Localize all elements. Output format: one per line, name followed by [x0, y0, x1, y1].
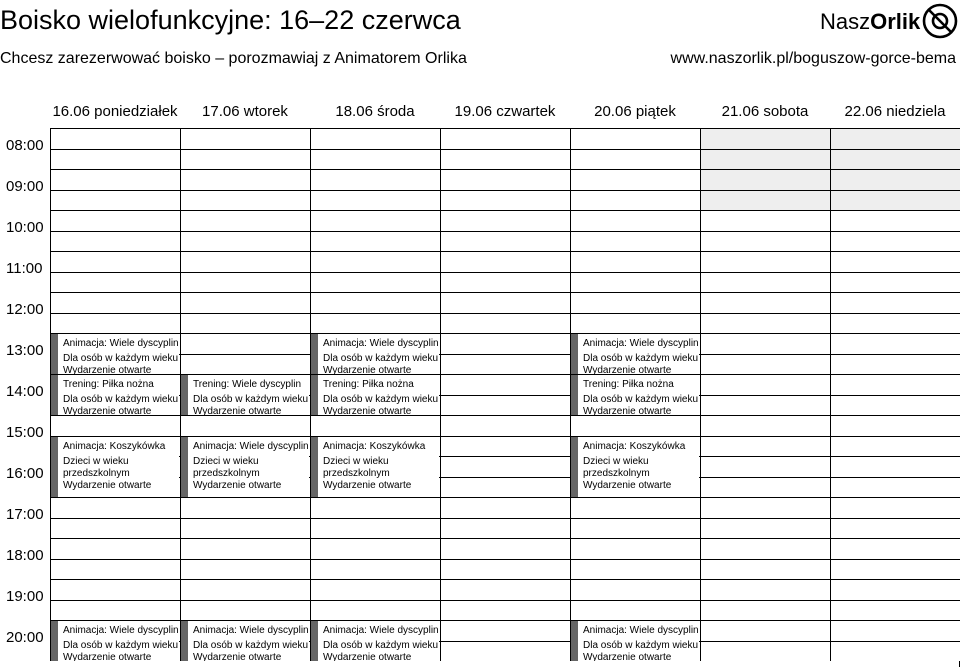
time-slot-cell[interactable] — [570, 313, 700, 334]
time-slot-cell[interactable] — [700, 538, 830, 559]
time-slot-cell[interactable] — [440, 374, 570, 395]
event-detail: Wydarzenie otwarte — [63, 652, 152, 661]
time-slot-cell[interactable] — [830, 477, 960, 498]
time-slot-cell[interactable] — [700, 354, 830, 375]
time-slot-cell[interactable] — [180, 579, 310, 600]
event-color-bar — [51, 375, 58, 415]
time-slot-cell[interactable] — [180, 169, 310, 190]
event-detail: Dla osób w każdym wieku — [323, 640, 439, 651]
time-slot-cell[interactable] — [830, 620, 960, 641]
time-slot-cell[interactable] — [830, 579, 960, 600]
day-header: 19.06 czwartek — [454, 103, 556, 120]
event-detail: Dla osób w każdym wieku — [583, 394, 699, 405]
day-header: 22.06 niedziela — [844, 103, 946, 120]
time-slot-cell[interactable] — [310, 169, 440, 190]
time-slot-cell[interactable] — [570, 600, 700, 621]
event-color-bar — [571, 437, 578, 498]
event-block[interactable] — [571, 375, 699, 415]
time-label: 18:00 — [6, 547, 44, 564]
time-label: 14:00 — [6, 383, 44, 400]
event-color-bar — [181, 375, 188, 415]
time-label: 19:00 — [6, 588, 44, 605]
time-slot-cell[interactable] — [830, 313, 960, 334]
time-slot-cell[interactable] — [700, 497, 830, 518]
event-title: Animacja: Wiele dyscyplin — [193, 440, 309, 452]
time-slot-cell[interactable] — [700, 641, 830, 662]
time-slot-cell[interactable] — [570, 128, 700, 149]
day-header: 21.06 sobota — [721, 103, 809, 120]
event-color-bar — [311, 621, 318, 661]
day-header: 20.06 piątek — [594, 103, 676, 120]
event-title: Animacja: Wiele dyscyplin — [323, 338, 439, 349]
time-slot-cell[interactable] — [180, 272, 310, 293]
event-block[interactable] — [181, 621, 309, 661]
time-slot-cell[interactable] — [180, 559, 310, 580]
event-detail: Wydarzenie otwarte — [63, 479, 152, 491]
time-slot-cell[interactable] — [180, 210, 310, 231]
time-slot-cell[interactable] — [180, 333, 310, 354]
time-slot-cell[interactable] — [50, 600, 180, 621]
time-slot-cell[interactable] — [310, 415, 440, 436]
time-slot-cell[interactable] — [700, 149, 830, 170]
event-title: Trening: Piłka nożna — [583, 379, 674, 390]
event-color-bar — [311, 437, 318, 498]
website-url[interactable]: www.naszorlik.pl/boguszow-gorce-bema — [670, 50, 956, 67]
event-title: Animacja: Wiele dyscyplin — [323, 625, 439, 636]
event-detail: Dzieci w wieku — [63, 455, 129, 467]
page-title: Boisko wielofunkcyjne: 16–22 czerwca — [0, 5, 461, 35]
event-color-bar — [571, 334, 578, 374]
time-slot-cell[interactable] — [440, 497, 570, 518]
event-block[interactable] — [571, 437, 699, 498]
event-detail: Dla osób w każdym wieku — [323, 394, 439, 405]
time-slot-cell[interactable] — [570, 251, 700, 272]
time-slot-cell[interactable] — [310, 497, 440, 518]
time-slot-cell[interactable] — [310, 579, 440, 600]
time-slot-cell[interactable] — [180, 415, 310, 436]
time-label: 10:00 — [6, 219, 44, 236]
event-detail: przedszkolnym — [63, 467, 130, 479]
orlik-logo-icon — [922, 3, 958, 39]
time-slot-cell[interactable] — [310, 559, 440, 580]
time-slot-cell[interactable] — [50, 190, 180, 211]
time-slot-cell[interactable] — [310, 231, 440, 252]
event-title: Trening: Wiele dyscyplin — [193, 379, 302, 390]
time-slot-cell[interactable] — [700, 292, 830, 313]
time-label: 20:00 — [6, 629, 44, 646]
event-detail: Wydarzenie otwarte — [63, 365, 152, 374]
time-slot-cell[interactable] — [440, 559, 570, 580]
event-title: Animacja: Koszykówka — [323, 440, 426, 452]
event-color-bar — [311, 334, 318, 374]
time-slot-cell[interactable] — [830, 497, 960, 518]
time-label: 12:00 — [6, 301, 44, 318]
time-slot-cell[interactable] — [700, 456, 830, 477]
time-slot-cell[interactable] — [830, 272, 960, 293]
event-color-bar — [181, 621, 188, 661]
time-slot-cell[interactable] — [700, 579, 830, 600]
event-detail: Dla osób w każdym wieku — [63, 394, 179, 405]
time-slot-cell[interactable] — [830, 415, 960, 436]
event-title: Animacja: Koszykówka — [63, 440, 166, 452]
event-detail: przedszkolnym — [193, 467, 260, 479]
event-title: Animacja: Wiele dyscyplin — [583, 338, 699, 349]
time-slot-cell[interactable] — [700, 374, 830, 395]
time-slot-cell[interactable] — [440, 518, 570, 539]
event-detail: Dla osób w każdym wieku — [583, 640, 699, 651]
event-block[interactable] — [311, 334, 439, 374]
time-slot-cell[interactable] — [50, 231, 180, 252]
time-slot-cell[interactable] — [310, 210, 440, 231]
time-slot-cell[interactable] — [830, 190, 960, 211]
time-slot-cell[interactable] — [830, 149, 960, 170]
time-slot-cell[interactable] — [830, 641, 960, 662]
time-label: 08:00 — [6, 137, 44, 154]
event-title: Animacja: Wiele dyscyplin — [63, 625, 179, 636]
time-slot-cell[interactable] — [700, 518, 830, 539]
time-slot-cell[interactable] — [700, 395, 830, 416]
time-slot-cell[interactable] — [570, 559, 700, 580]
event-detail: Wydarzenie otwarte — [583, 406, 672, 415]
time-slot-cell[interactable] — [180, 231, 310, 252]
time-label: 09:00 — [6, 178, 44, 195]
event-color-bar — [181, 437, 188, 498]
time-slot-cell[interactable] — [180, 128, 310, 149]
time-slot-cell[interactable] — [830, 456, 960, 477]
schedule-grid — [50, 128, 960, 667]
time-slot-cell[interactable] — [50, 272, 180, 293]
time-slot-cell[interactable] — [440, 333, 570, 354]
event-detail: Wydarzenie otwarte — [323, 479, 412, 491]
time-slot-cell[interactable] — [830, 333, 960, 354]
time-slot-cell[interactable] — [440, 620, 570, 641]
time-slot-cell[interactable] — [180, 518, 310, 539]
time-slot-cell[interactable] — [570, 497, 700, 518]
time-slot-cell[interactable] — [180, 538, 310, 559]
time-slot-cell[interactable] — [830, 436, 960, 457]
event-detail: przedszkolnym — [583, 467, 650, 479]
time-slot-cell[interactable] — [830, 559, 960, 580]
time-slot-cell[interactable] — [440, 395, 570, 416]
time-slot-cell[interactable] — [830, 128, 960, 149]
time-slot-cell[interactable] — [440, 600, 570, 621]
day-header: 16.06 poniedziałek — [52, 103, 178, 120]
time-slot-cell[interactable] — [50, 497, 180, 518]
time-slot-cell[interactable] — [830, 292, 960, 313]
event-color-bar — [571, 621, 578, 661]
time-slot-cell[interactable] — [310, 149, 440, 170]
time-slot-cell[interactable] — [180, 190, 310, 211]
event-detail: Dla osób w każdym wieku — [193, 640, 309, 651]
event-block[interactable] — [51, 334, 179, 374]
time-slot-cell[interactable] — [700, 620, 830, 641]
time-slot-cell[interactable] — [440, 579, 570, 600]
event-block[interactable] — [181, 437, 309, 498]
time-slot-cell[interactable] — [50, 251, 180, 272]
time-slot-cell[interactable] — [570, 169, 700, 190]
event-color-bar — [51, 334, 58, 374]
time-slot-cell[interactable] — [570, 231, 700, 252]
time-slot-cell[interactable] — [830, 354, 960, 375]
time-slot-cell[interactable] — [830, 169, 960, 190]
time-slot-cell[interactable] — [440, 436, 570, 457]
time-label: 17:00 — [6, 506, 44, 523]
time-slot-cell[interactable] — [570, 518, 700, 539]
time-slot-cell[interactable] — [180, 497, 310, 518]
time-slot-cell[interactable] — [180, 313, 310, 334]
event-block[interactable] — [311, 621, 439, 661]
event-title: Animacja: Wiele dyscyplin — [193, 625, 309, 636]
nasz-orlik-logo — [820, 3, 960, 41]
time-slot-cell[interactable] — [180, 149, 310, 170]
time-slot-cell[interactable] — [700, 415, 830, 436]
time-slot-cell[interactable] — [570, 272, 700, 293]
time-slot-cell[interactable] — [440, 190, 570, 211]
time-slot-cell[interactable] — [440, 251, 570, 272]
day-header: 17.06 wtorek — [202, 103, 288, 120]
time-label: 15:00 — [6, 424, 44, 441]
event-title: Animacja: Koszykówka — [583, 440, 686, 452]
event-color-bar — [311, 375, 318, 415]
time-slot-cell[interactable] — [50, 538, 180, 559]
time-slot-cell[interactable] — [700, 477, 830, 498]
event-detail: Dzieci w wieku — [323, 455, 389, 467]
event-block[interactable] — [311, 375, 439, 415]
time-slot-cell[interactable] — [440, 415, 570, 436]
time-slot-cell[interactable] — [830, 251, 960, 272]
time-slot-cell[interactable] — [310, 600, 440, 621]
time-slot-cell[interactable] — [700, 231, 830, 252]
event-title: Trening: Piłka nożna — [63, 379, 154, 390]
event-block[interactable] — [571, 334, 699, 374]
time-slot-cell[interactable] — [830, 538, 960, 559]
time-slot-cell[interactable] — [310, 190, 440, 211]
time-slot-cell[interactable] — [50, 210, 180, 231]
time-slot-cell[interactable] — [50, 518, 180, 539]
time-slot-cell[interactable] — [50, 169, 180, 190]
time-slot-cell[interactable] — [830, 518, 960, 539]
time-slot-cell[interactable] — [50, 149, 180, 170]
time-slot-cell[interactable] — [570, 210, 700, 231]
time-slot-cell[interactable] — [310, 272, 440, 293]
time-slot-cell[interactable] — [700, 272, 830, 293]
reservation-subtitle: Chcesz zarezerwować boisko – porozmawiaj z Animatorem Orlika — [0, 50, 467, 67]
time-slot-cell[interactable] — [570, 579, 700, 600]
time-slot-cell[interactable] — [50, 415, 180, 436]
event-detail: Wydarzenie otwarte — [583, 652, 672, 661]
time-slot-cell[interactable] — [700, 600, 830, 621]
event-block[interactable] — [571, 621, 699, 661]
time-slot-cell[interactable] — [310, 251, 440, 272]
time-slot-cell[interactable] — [440, 272, 570, 293]
time-slot-cell[interactable] — [700, 313, 830, 334]
event-block[interactable] — [181, 375, 309, 415]
time-label: 13:00 — [6, 342, 44, 359]
event-detail: Dla osób w każdym wieku — [63, 640, 179, 651]
time-slot-cell[interactable] — [830, 395, 960, 416]
time-slot-cell[interactable] — [180, 292, 310, 313]
event-detail: Wydarzenie otwarte — [323, 365, 412, 374]
logo-text-orlik: Orlik — [870, 9, 921, 34]
time-slot-cell[interactable] — [440, 128, 570, 149]
event-detail: Dla osób w każdym wieku — [63, 353, 179, 364]
event-color-bar — [51, 437, 58, 498]
event-detail: Dzieci w wieku — [583, 455, 649, 467]
time-slot-cell[interactable] — [830, 600, 960, 621]
time-label: 11:00 — [6, 260, 43, 277]
event-color-bar — [51, 621, 58, 661]
event-detail: Wydarzenie otwarte — [583, 479, 672, 491]
event-detail: Dla osób w każdym wieku — [583, 353, 699, 364]
time-slot-cell[interactable] — [700, 169, 830, 190]
event-detail: Dla osób w każdym wieku — [193, 394, 309, 405]
event-detail: Wydarzenie otwarte — [63, 406, 152, 415]
time-slot-cell[interactable] — [700, 210, 830, 231]
event-detail: przedszkolnym — [323, 467, 390, 479]
event-detail: Wydarzenie otwarte — [323, 652, 412, 661]
event-detail: Wydarzenie otwarte — [193, 652, 282, 661]
time-slot-cell[interactable] — [440, 210, 570, 231]
event-block[interactable] — [311, 437, 439, 498]
time-slot-cell[interactable] — [440, 169, 570, 190]
time-slot-cell[interactable] — [570, 415, 700, 436]
time-slot-cell[interactable] — [50, 313, 180, 334]
event-detail: Wydarzenie otwarte — [193, 479, 282, 491]
event-block[interactable] — [51, 621, 179, 661]
time-slot-cell[interactable] — [310, 128, 440, 149]
time-slot-cell[interactable] — [180, 251, 310, 272]
time-slot-cell[interactable] — [180, 600, 310, 621]
event-detail: Wydarzenie otwarte — [323, 406, 412, 415]
time-slot-cell[interactable] — [700, 559, 830, 580]
event-title: Animacja: Wiele dyscyplin — [583, 625, 699, 636]
time-slot-cell[interactable] — [310, 313, 440, 334]
time-slot-cell[interactable] — [310, 292, 440, 313]
time-slot-cell[interactable] — [830, 374, 960, 395]
time-slot-cell[interactable] — [700, 251, 830, 272]
time-slot-cell[interactable] — [180, 354, 310, 375]
time-slot-cell[interactable] — [440, 538, 570, 559]
time-slot-cell[interactable] — [700, 190, 830, 211]
time-slot-cell[interactable] — [440, 477, 570, 498]
time-slot-cell[interactable] — [830, 210, 960, 231]
time-slot-cell[interactable] — [310, 518, 440, 539]
event-title: Trening: Piłka nożna — [323, 379, 414, 390]
event-detail: Dzieci w wieku — [193, 455, 259, 467]
time-slot-cell[interactable] — [310, 538, 440, 559]
time-slot-cell[interactable] — [440, 231, 570, 252]
day-header: 18.06 środa — [335, 103, 415, 120]
event-detail: Wydarzenie otwarte — [193, 406, 282, 415]
time-slot-cell[interactable] — [830, 231, 960, 252]
time-slot-cell[interactable] — [440, 292, 570, 313]
logo-text-nasz: Nasz — [820, 9, 871, 34]
time-slot-cell[interactable] — [700, 333, 830, 354]
time-slot-cell[interactable] — [570, 149, 700, 170]
time-slot-cell[interactable] — [50, 559, 180, 580]
time-slot-cell[interactable] — [440, 313, 570, 334]
time-slot-cell[interactable] — [700, 436, 830, 457]
time-slot-cell[interactable] — [50, 579, 180, 600]
event-color-bar — [571, 375, 578, 415]
event-detail: Wydarzenie otwarte — [583, 365, 672, 374]
time-slot-cell[interactable] — [440, 149, 570, 170]
time-slot-cell[interactable] — [440, 641, 570, 662]
time-slot-cell[interactable] — [570, 190, 700, 211]
time-slot-cell[interactable] — [440, 456, 570, 477]
event-block[interactable] — [51, 375, 179, 415]
event-detail: Dla osób w każdym wieku — [323, 353, 439, 364]
time-slot-cell[interactable] — [700, 128, 830, 149]
time-slot-cell[interactable] — [50, 128, 180, 149]
time-label: 16:00 — [6, 465, 44, 482]
time-slot-cell[interactable] — [440, 354, 570, 375]
time-slot-cell[interactable] — [50, 292, 180, 313]
event-title: Animacja: Wiele dyscyplin — [63, 338, 179, 349]
time-slot-cell[interactable] — [570, 538, 700, 559]
time-slot-cell[interactable] — [570, 292, 700, 313]
event-block[interactable] — [51, 437, 179, 498]
logo-wordmark — [820, 8, 920, 36]
